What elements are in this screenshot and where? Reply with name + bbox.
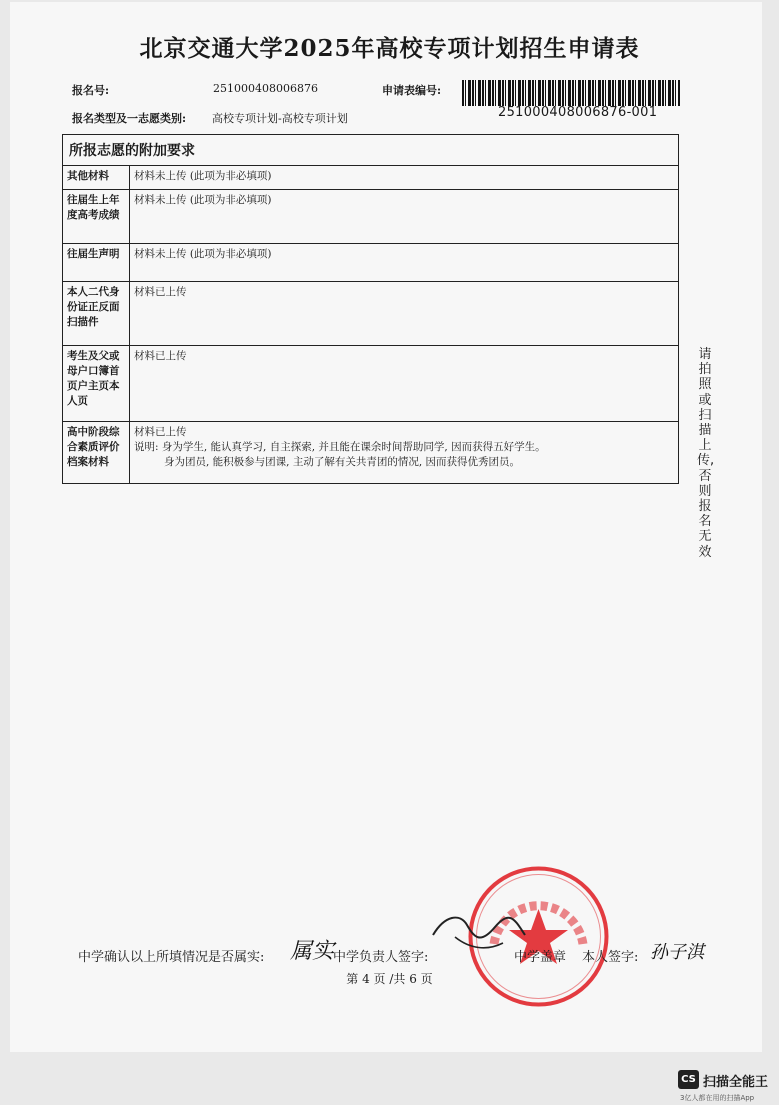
row-value: 材料已上传	[134, 426, 187, 438]
page-number: 第 4 页 /共 6 页	[346, 972, 433, 986]
table-row	[63, 244, 679, 282]
row-value: 材料未上传 (此项为非必填项)	[130, 244, 679, 282]
section-title: 所报志愿的附加要求	[63, 135, 679, 166]
evaluation-text-2: 身为团员, 能积极参与团课, 主动了解有关共青团的情况, 因而获得优秀团员。	[164, 456, 521, 468]
row-value: 材料已上传	[130, 346, 679, 422]
self-sign-label: 本人签字:	[582, 950, 639, 965]
category-value: 高校专项计划-高校专项计划	[212, 112, 348, 125]
table-row	[63, 282, 679, 346]
barcode-icon	[462, 80, 680, 106]
camscanner-logo-icon: CS	[678, 1070, 699, 1089]
requirements-table	[62, 134, 679, 484]
stamp-label: 中学盖章	[514, 950, 567, 965]
document-title: 北京交通大学2025年高校专项计划招生申请表	[139, 35, 640, 62]
row-label: 本人二代身份证正反面扫描件	[63, 282, 130, 346]
table-row	[63, 422, 679, 484]
table-row	[63, 346, 679, 422]
barcode-number: 251000408006876-001	[498, 105, 658, 120]
row-label: 考生及父或母户口簿首页户主页本人页	[63, 346, 130, 422]
camscanner-tagline: 3亿人都在用的扫描App	[680, 1094, 755, 1102]
row-label: 往届生上年度高考成绩	[63, 190, 130, 244]
reg-no-value: 251000408006876	[213, 82, 318, 95]
confirm-label: 中学确认以上所填情况是否属实:	[78, 950, 265, 965]
side-note: 请拍照或扫描上传,否则报名无效	[697, 347, 715, 560]
head-sign-label: 中学负责人签字:	[333, 950, 429, 965]
evaluation-text-1: 说明: 身为学生, 能认真学习, 自主探索, 并且能在课余时间帮助同学, 因而获得五好学生。	[134, 441, 546, 453]
row-label: 高中阶段综合素质评价档案材料	[63, 422, 130, 484]
table-row	[63, 190, 679, 244]
row-value: 材料未上传 (此项为非必填项)	[130, 190, 679, 244]
table-row	[63, 166, 679, 190]
row-label: 往届生声明	[63, 244, 130, 282]
row-label: 其他材料	[63, 166, 130, 190]
row-value: 材料已上传	[130, 282, 679, 346]
self-signature: 孙子淇	[650, 942, 704, 963]
confirm-signature: 属实	[290, 939, 335, 964]
reg-no-label: 报名号:	[72, 84, 110, 97]
app-no-label: 申请表编号:	[382, 84, 442, 97]
camscanner-name: 扫描全能王	[703, 1075, 769, 1090]
row-value: 材料未上传 (此项为非必填项)	[130, 166, 679, 190]
category-label: 报名类型及一志愿类别:	[72, 112, 187, 125]
